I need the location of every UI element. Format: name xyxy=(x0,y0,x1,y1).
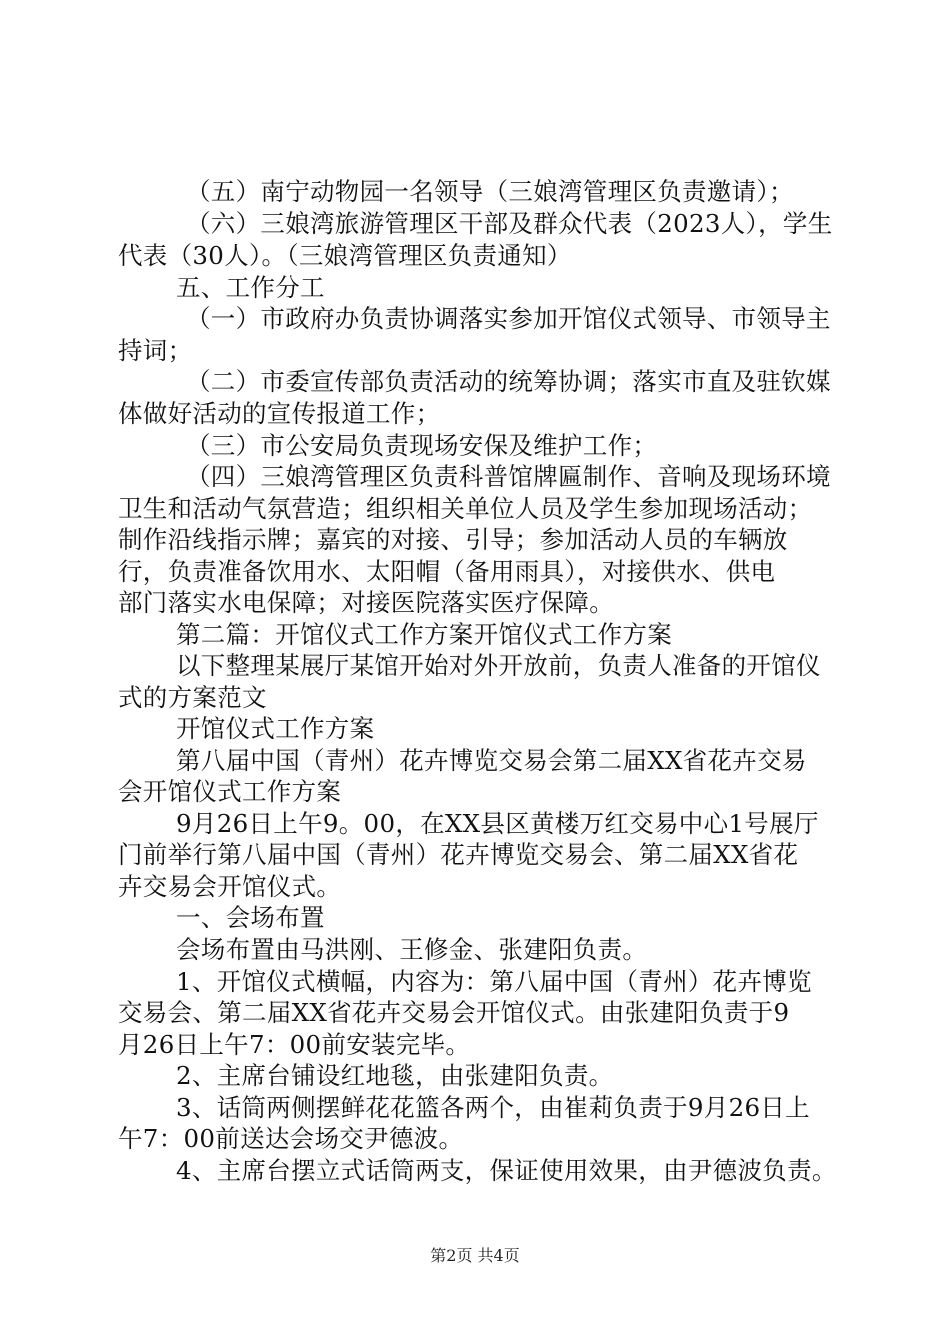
text-line: （六）三娘湾旅游管理区干部及群众代表（2023人），学生 xyxy=(186,209,833,238)
text-line: 持词； xyxy=(118,336,193,365)
text-line: 卫生和活动气氛营造；组织相关单位人员及学生参加现场活动； xyxy=(118,494,813,523)
text-line: 制作沿线指示牌；嘉宾的对接、引导；参加活动人员的车辆放 xyxy=(118,525,788,554)
text-line: 午7：00前送达会场交尹德波。 xyxy=(118,1124,464,1153)
text-line: （一）市政府办负责协调落实参加开馆仪式领导、市领导主 xyxy=(186,304,831,333)
text-line: （五）南宁动物园一名领导（三娘湾管理区负责邀请）； xyxy=(186,177,794,206)
text-line: 交易会、第二届XX省花卉交易会开馆仪式。由张建阳负责于9 xyxy=(118,998,790,1027)
text-line: 一、会场布置 xyxy=(176,903,325,932)
text-line: 4、主席台摆立式话筒两支，保证使用效果，由尹德波负责。 xyxy=(176,1156,837,1185)
text-line: 开馆仪式工作方案 xyxy=(176,714,375,743)
text-line: 体做好活动的宣传报道工作； xyxy=(118,399,441,428)
text-line: 第二篇：开馆仪式工作方案开馆仪式工作方案 xyxy=(176,620,672,649)
text-line: 1、开馆仪式横幅，内容为：第八届中国（青州）花卉博览 xyxy=(176,967,812,996)
text-line: 五、工作分工 xyxy=(176,273,325,302)
text-line: 会场布置由马洪刚、王修金、张建阳负责。 xyxy=(176,935,648,964)
text-line: 行，负责准备饮用水、太阳帽（备用雨具），对接供水、供电 xyxy=(118,557,776,586)
text-line: 以下整理某展厅某馆开始对外开放前，负责人准备的开馆仪 xyxy=(176,651,821,680)
text-line: 月26日上午7：00前安装完毕。 xyxy=(118,1030,471,1059)
text-line: 3、话筒两侧摆鲜花花篮各两个，由崔莉负责于9月26日上 xyxy=(176,1093,810,1122)
text-line: 门前举行第八届中国（青州）花卉博览交易会、第二届XX省花 xyxy=(118,840,799,869)
text-line: 会开馆仪式工作方案 xyxy=(118,777,342,806)
text-line: （四）三娘湾管理区负责科普馆牌匾制作、音响及现场环境 xyxy=(186,462,831,491)
text-line: 第八届中国（青州）花卉博览交易会第二届XX省花卉交易 xyxy=(176,746,807,775)
page-number-footer: 第2页 共4页 xyxy=(430,1246,520,1265)
text-line: 2、主席台铺设红地毯，由张建阳负责。 xyxy=(176,1061,614,1090)
text-line: （三）市公安局负责现场安保及维护工作； xyxy=(186,431,658,460)
text-line: 卉交易会开馆仪式。 xyxy=(118,872,342,901)
text-line: （二）市委宣传部负责活动的统筹协调；落实市直及驻钦媒 xyxy=(186,367,831,396)
text-line: 代表（30人）。（三娘湾管理区负责通知） xyxy=(118,241,572,270)
text-line: 部门落实水电保障；对接医院落实医疗保障。 xyxy=(118,588,614,617)
text-line: 式的方案范文 xyxy=(118,683,267,712)
text-line: 9月26日上午9。00，在XX县区黄楼万红交易中心1号展厅 xyxy=(176,809,819,838)
